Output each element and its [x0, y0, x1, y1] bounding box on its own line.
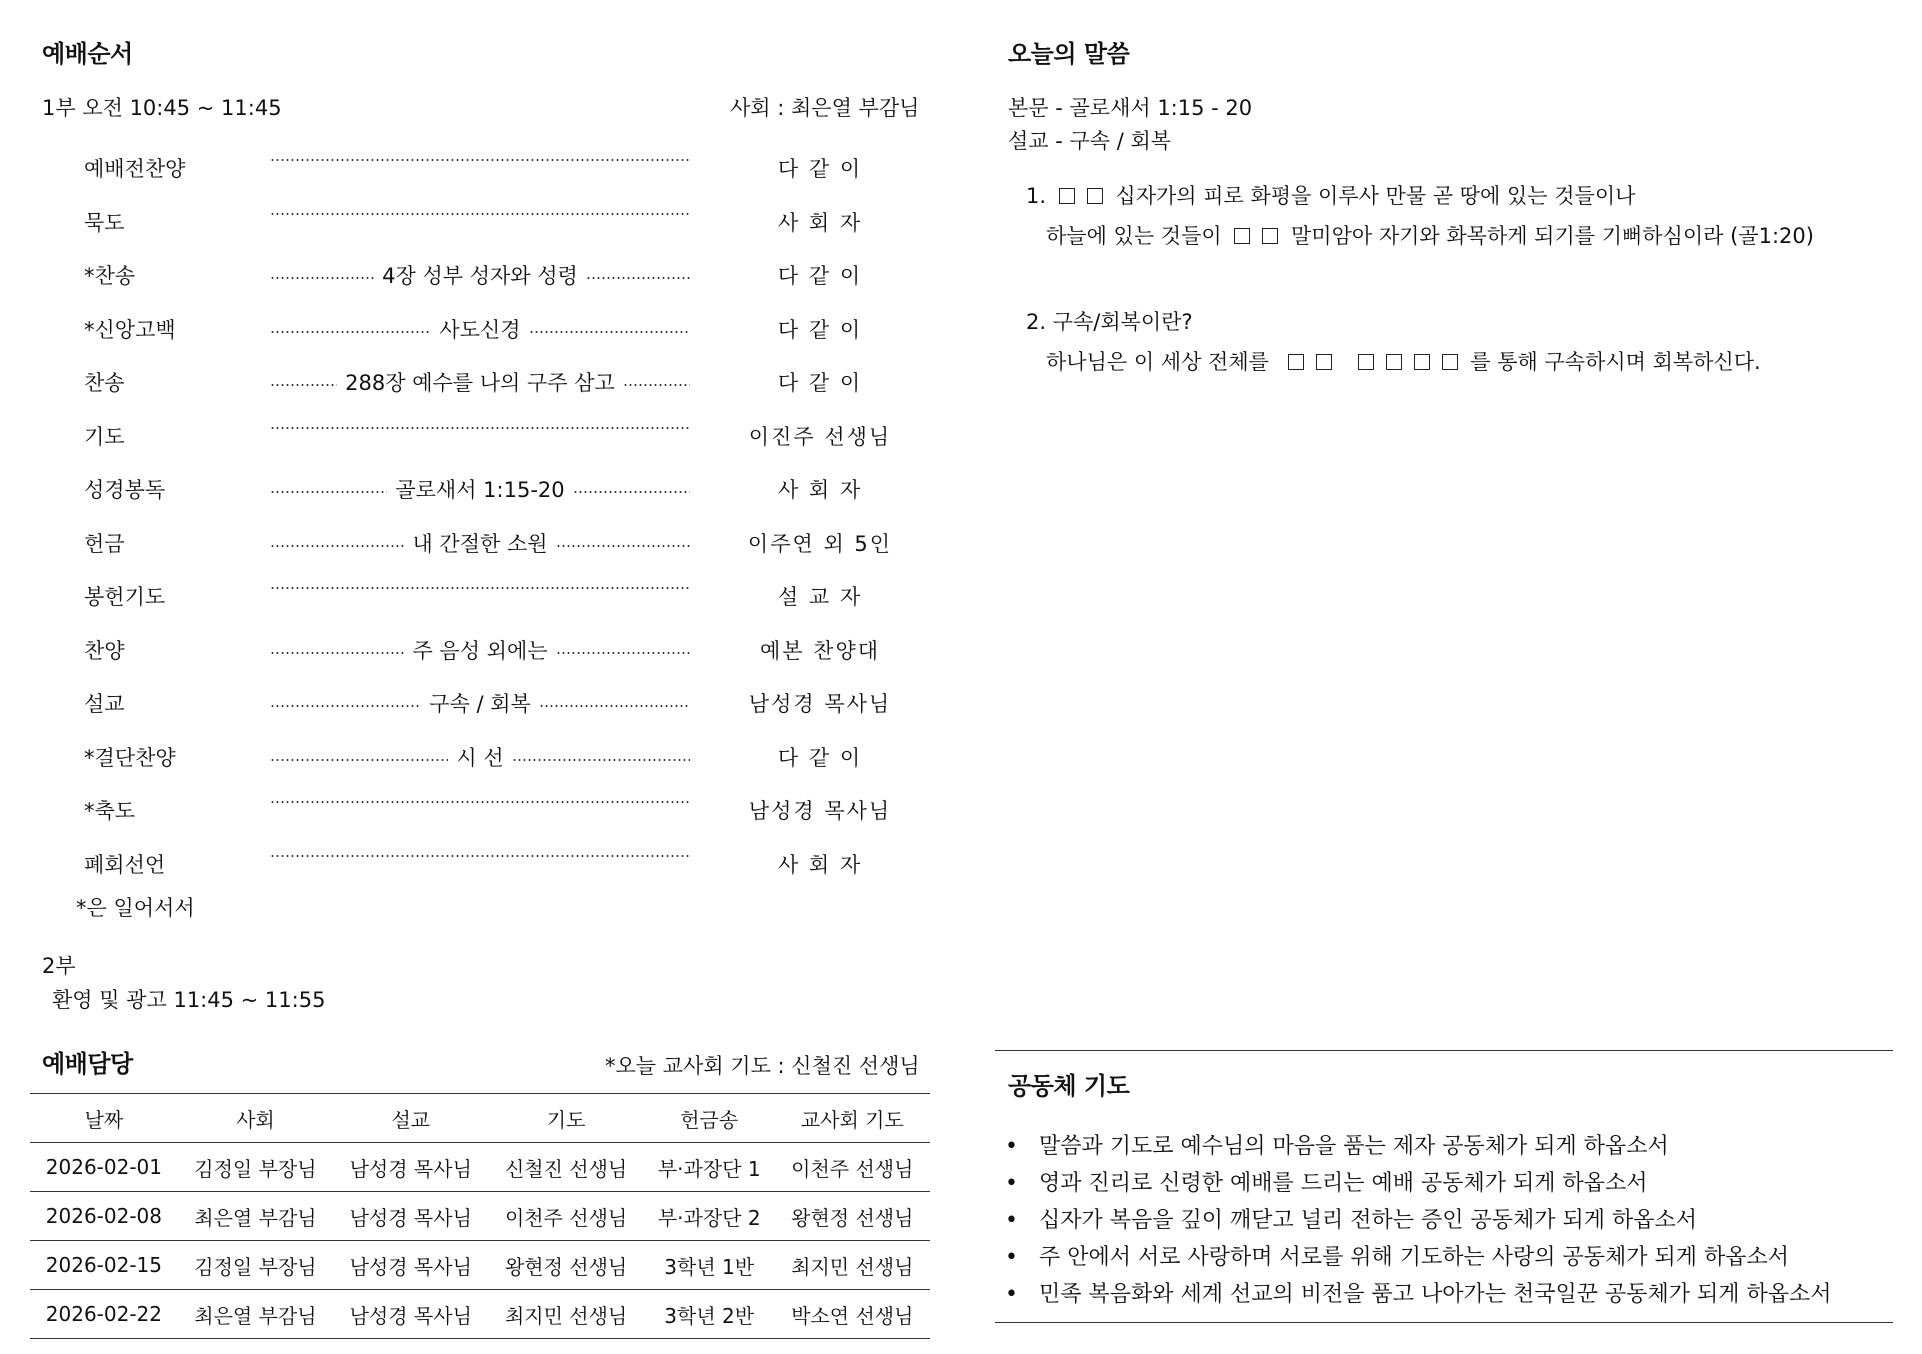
order-item-label: *결단찬양	[84, 745, 176, 770]
order-item-person: 이주연 외 5인	[747, 531, 893, 556]
community-bottom-rule	[995, 1322, 1893, 1323]
order-item-leader	[270, 849, 690, 857]
order-title: 예배순서	[42, 40, 133, 68]
order-item-leader	[270, 260, 690, 290]
duty-row	[30, 1290, 930, 1339]
duty-cell: 2026-02-15	[45, 1253, 162, 1277]
duty-cell: 최은열 부감님	[194, 1303, 317, 1328]
duty-cell: 신철진 선생님	[504, 1156, 628, 1181]
point2-text-a: 하나님은 이 세상 전체를	[1046, 350, 1269, 374]
blank-box	[1288, 354, 1304, 370]
duty-row	[30, 1241, 930, 1290]
order-item-person: 예본 찬양대	[759, 638, 881, 663]
order-item-label: 묵도	[84, 210, 125, 235]
duty-cell: 박소연 선생님	[791, 1303, 914, 1328]
blank-box	[1059, 188, 1075, 204]
duty-cell: 왕현정 선생님	[791, 1205, 914, 1230]
duty-row	[30, 1143, 930, 1192]
order-item-leader	[270, 635, 690, 665]
community-title: 공동체 기도	[1008, 1072, 1130, 1100]
blank-box	[1316, 354, 1332, 370]
duty-cell: 김정일 부장님	[194, 1254, 317, 1279]
point1-number: 1.	[1026, 184, 1047, 208]
community-prayer-list	[1005, 1128, 1832, 1313]
session1-time: 1부 오전 10:45 ~ 11:45	[42, 96, 282, 120]
order-item-label: 설교	[84, 692, 125, 716]
order-item-person: 사 회 자	[777, 210, 863, 235]
community-prayer-item: • 말씀과 기도로 예수님의 마음을 품는 제자 공동체가 되게 하옵소서	[1005, 1128, 1832, 1165]
order-item-person: 다 같 이	[777, 157, 863, 181]
order-item-detail: 구속 / 회복	[429, 692, 531, 716]
community-prayer-item: • 주 안에서 서로 사랑하며 서로를 위해 기도하는 사랑의 공동체가 되게 하옵소서	[1005, 1239, 1832, 1276]
standing-note: *은 일어서서	[76, 896, 195, 920]
duty-cell: 김정일 부장님	[194, 1156, 317, 1181]
order-item-label: 기도	[84, 424, 125, 449]
duty-cell: 남성경 목사님	[349, 1205, 472, 1230]
order-item-label: *축도	[84, 799, 136, 823]
community-top-rule	[995, 1050, 1893, 1051]
duty-cell: 부·과장단 1	[657, 1156, 761, 1181]
order-item-leader	[270, 688, 690, 718]
order-item-leader	[270, 795, 690, 803]
point1-text-c: 말미암아 자기와 화목하게 되기를 기뻐하심이라 (골1:20)	[1291, 224, 1814, 248]
order-item-label: 찬양	[84, 638, 125, 663]
order-item-label: 헌금	[84, 531, 125, 556]
duty-cell: 최지민 선생님	[791, 1254, 914, 1279]
order-item-leader	[270, 474, 690, 504]
sermon-title: 설교 - 구속 / 회복	[1008, 129, 1172, 153]
point2-title: 2. 구속/회복이란?	[1026, 310, 1193, 334]
duty-cell: 이천주 선생님	[504, 1205, 628, 1230]
duty-cell: 부·과장단 2	[657, 1205, 761, 1230]
point2-text-b: 를 통해 구속하시며 회복하신다.	[1470, 350, 1761, 374]
order-item-detail: 내 간절한 소원	[412, 531, 548, 556]
community-prayer-item: • 십자가 복음을 깊이 깨닫고 널리 전하는 증인 공동체가 되게 하옵소서	[1005, 1202, 1832, 1239]
duty-header-cell: 사회	[236, 1107, 275, 1132]
duty-cell: 3학년 1반	[664, 1254, 755, 1279]
community-prayer-item: • 민족 복음화와 세계 선교의 비전을 품고 나아가는 천국일꾼 공동체가 되게 하옵소서	[1005, 1276, 1832, 1313]
order-item-detail: 주 음성 외에는	[412, 638, 548, 663]
duty-header-row	[30, 1094, 930, 1143]
duty-header-cell: 헌금송	[680, 1107, 739, 1132]
order-item-leader	[270, 314, 690, 344]
order-item-leader	[270, 581, 690, 589]
duty-cell: 2026-02-22	[45, 1302, 162, 1326]
order-item-label: 봉헌기도	[84, 585, 166, 609]
duty-header-cell: 설교	[391, 1107, 431, 1132]
duty-cell: 이천주 선생님	[791, 1156, 914, 1181]
order-item-leader	[270, 207, 690, 215]
session2-title: 2부	[42, 954, 76, 978]
blank-box	[1386, 354, 1402, 370]
order-item-detail: 4장 성부 성자와 성령	[382, 264, 578, 288]
duty-table	[30, 1093, 930, 1339]
duty-cell: 최은열 부감님	[194, 1205, 317, 1230]
order-item-person: 남성경 목사님	[748, 692, 892, 716]
order-item-person: 이진주 선생님	[748, 424, 892, 449]
duty-cell: 2026-02-01	[45, 1155, 162, 1179]
duty-cell: 남성경 목사님	[349, 1156, 472, 1181]
blank-box	[1234, 228, 1250, 244]
order-item-leader	[270, 528, 690, 558]
order-item-person: 남성경 목사님	[748, 799, 892, 823]
order-item-person: 사 회 자	[777, 852, 863, 877]
order-item-person: 다 같 이	[777, 264, 863, 288]
duty-header-cell: 기도	[546, 1107, 586, 1132]
order-item-detail: 사도신경	[439, 317, 521, 342]
order-item-leader	[270, 153, 690, 161]
duty-cell: 2026-02-08	[45, 1204, 162, 1228]
duty-row	[30, 1192, 930, 1241]
duty-header-cell: 교사회 기도	[800, 1107, 904, 1132]
point1-line2	[1046, 220, 1814, 250]
order-item-detail: 골로새서 1:15-20	[395, 478, 565, 502]
order-item-detail: 288장 예수를 나의 구주 삼고	[345, 371, 615, 395]
order-item-leader	[270, 367, 690, 397]
session2-detail: 환영 및 광고 11:45 ~ 11:55	[52, 988, 326, 1012]
blank-box	[1442, 354, 1458, 370]
order-item-person: 설 교 자	[777, 585, 863, 609]
order-item-person: 사 회 자	[777, 478, 863, 502]
point2-line	[1046, 346, 1761, 376]
duty-body	[30, 1143, 930, 1339]
duty-cell: 남성경 목사님	[349, 1254, 472, 1279]
order-item-person: 다 같 이	[777, 745, 863, 770]
duty-cell: 최지민 선생님	[504, 1303, 628, 1328]
blank-box	[1358, 354, 1374, 370]
order-item-leader	[270, 742, 690, 772]
blank-box	[1414, 354, 1430, 370]
duty-cell: 3학년 2반	[664, 1303, 755, 1328]
point1-text-b: 하늘에 있는 것들이	[1046, 224, 1222, 248]
duty-cell: 남성경 목사님	[349, 1303, 472, 1328]
blank-box	[1087, 188, 1103, 204]
order-item-label: 성경봉독	[84, 478, 166, 502]
order-item-label: 예배전찬양	[84, 157, 186, 181]
order-item-label: *신앙고백	[84, 317, 176, 342]
community-prayer-item: • 영과 진리로 신령한 예배를 드리는 예배 공동체가 되게 하옵소서	[1005, 1165, 1832, 1202]
order-item-label: *찬송	[84, 264, 136, 288]
order-item-leader	[270, 421, 690, 429]
host-label: 사회 : 최은열 부감님	[730, 96, 920, 120]
duty-cell: 왕현정 선생님	[504, 1254, 628, 1279]
order-item-detail: 시 선	[456, 745, 504, 770]
scripture-text: 본문 - 골로새서 1:15 - 20	[1008, 96, 1253, 120]
word-title: 오늘의 말씀	[1008, 40, 1130, 68]
point1-text-a: 십자가의 피로 화평을 이루사 만물 곧 땅에 있는 것들이나	[1115, 184, 1636, 208]
today-prayer: *오늘 교사회 기도 : 신철진 선생님	[605, 1054, 920, 1078]
order-item-label: 폐회선언	[84, 852, 166, 877]
duty-header-cell: 날짜	[84, 1107, 124, 1132]
order-item-label: 찬송	[84, 371, 125, 395]
order-item-person: 다 같 이	[777, 317, 863, 342]
duty-title: 예배담당	[42, 1050, 133, 1078]
order-item-person: 다 같 이	[777, 371, 863, 395]
blank-box	[1262, 228, 1278, 244]
point1-line1	[1026, 180, 1635, 210]
